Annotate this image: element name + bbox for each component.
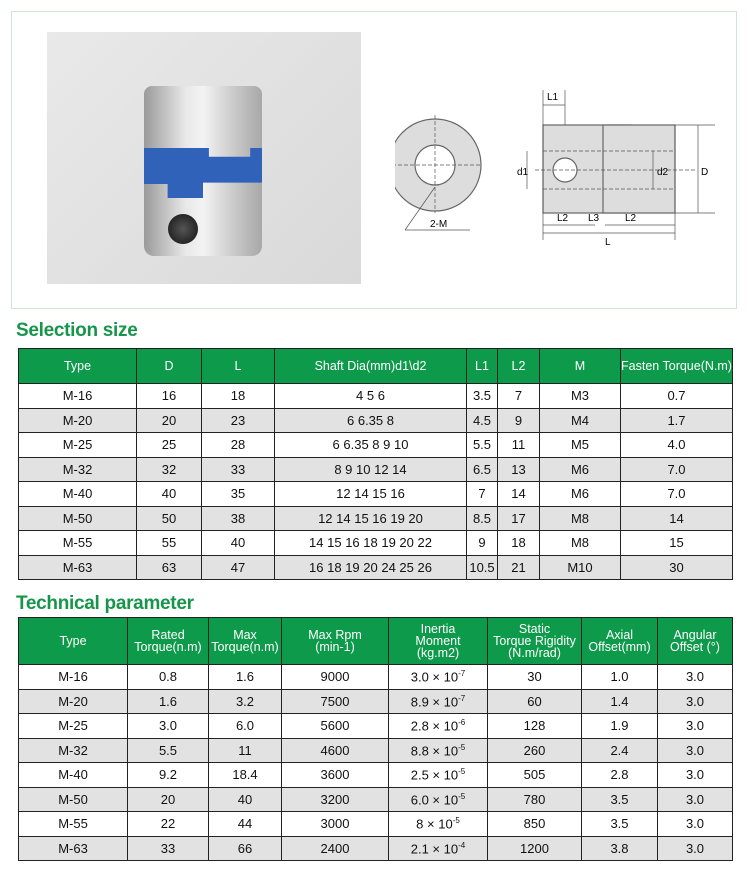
table-cell: 22 <box>128 812 209 837</box>
exponent: -7 <box>458 669 466 679</box>
table-cell: 33 <box>128 836 209 861</box>
table-cell: 850 <box>488 812 582 837</box>
table-cell: 2.8 <box>582 763 658 788</box>
column-header: Static Torque Rigidity (N.m/rad) <box>488 618 582 665</box>
table-cell: 17 <box>498 506 540 531</box>
label-l2-right: L2 <box>625 213 637 224</box>
technical-parameter-title: Technical parameter <box>16 593 194 614</box>
table-cell: 3.0 <box>658 836 733 861</box>
column-header: Inertia Moment (kg.m2) <box>389 618 488 665</box>
table-cell: 7 <box>467 482 498 507</box>
exponent: -5 <box>452 816 460 826</box>
table-cell: 9 <box>467 531 498 556</box>
table-cell: 2400 <box>282 836 389 861</box>
exponent: -5 <box>458 767 466 777</box>
label-d1: d1 <box>517 167 529 178</box>
table-cell: 3.0 <box>658 763 733 788</box>
table-cell: M3 <box>540 384 621 409</box>
table-cell: 8.5 <box>467 506 498 531</box>
table-row <box>19 506 733 531</box>
column-header: M <box>540 349 621 384</box>
table-row <box>19 665 733 690</box>
table-cell: 4.0 <box>621 433 733 458</box>
table-cell: $2.8 \times 10^{-6}$ <box>389 714 488 739</box>
table-cell: M-50 <box>19 787 128 812</box>
table-cell: 3.0 <box>658 812 733 837</box>
table-cell: M10 <box>540 555 621 580</box>
table-cell: 18.4 <box>209 763 282 788</box>
column-header: L1 <box>467 349 498 384</box>
table-cell: M5 <box>540 433 621 458</box>
table-cell: M-32 <box>19 738 128 763</box>
table-row <box>19 482 733 507</box>
table-cell: 60 <box>488 689 582 714</box>
table-cell: M6 <box>540 457 621 482</box>
table-cell: 13 <box>498 457 540 482</box>
table-cell: M-40 <box>19 482 137 507</box>
table-cell: 260 <box>488 738 582 763</box>
table-cell: 21 <box>498 555 540 580</box>
label-l1: L1 <box>547 92 559 103</box>
label-L: L <box>605 237 611 248</box>
column-header: D <box>137 349 202 384</box>
table-cell: 12 14 15 16 19 20 <box>275 506 467 531</box>
table-cell: 4600 <box>282 738 389 763</box>
table-cell: 16 <box>137 384 202 409</box>
column-header: Shaft Dia(mm)d1\d2 <box>275 349 467 384</box>
table-cell: 40 <box>137 482 202 507</box>
column-header: Max Torque(n.m) <box>209 618 282 665</box>
column-header: L <box>202 349 275 384</box>
table-cell: 0.8 <box>128 665 209 690</box>
table-cell: 3.0 <box>658 714 733 739</box>
table-cell: 1.6 <box>209 665 282 690</box>
selection-size-table <box>18 348 733 580</box>
table-cell: 2.4 <box>582 738 658 763</box>
table-cell: M-50 <box>19 506 137 531</box>
table-row <box>19 531 733 556</box>
table-cell: 10.5 <box>467 555 498 580</box>
table-cell: M8 <box>540 531 621 556</box>
table-cell: 33 <box>202 457 275 482</box>
table-cell: 1.7 <box>621 408 733 433</box>
table-cell: 780 <box>488 787 582 812</box>
label-2m: 2-M <box>430 219 448 230</box>
table-cell: M-40 <box>19 763 128 788</box>
table-cell: 14 15 16 18 19 20 22 <box>275 531 467 556</box>
table-cell: 9.2 <box>128 763 209 788</box>
table-cell: 3.0 <box>658 738 733 763</box>
table-cell: 3200 <box>282 787 389 812</box>
set-screw <box>168 214 198 244</box>
label-l3: L3 <box>588 213 600 224</box>
table-cell: 11 <box>498 433 540 458</box>
selection-size-title: Selection size <box>16 320 138 341</box>
table-cell: 7500 <box>282 689 389 714</box>
table-cell: M-25 <box>19 714 128 739</box>
column-header: Axial Offset(mm) <box>582 618 658 665</box>
coupling-body <box>144 86 262 256</box>
table-cell: $3.0 \times 10^{-7}$ <box>389 665 488 690</box>
table-cell: 12 14 15 16 <box>275 482 467 507</box>
table-cell: $8 \times 10^{-5}$ <box>389 812 488 837</box>
table-cell: 30 <box>621 555 733 580</box>
table-row <box>19 714 733 739</box>
table-cell: 30 <box>488 665 582 690</box>
table-cell: M-63 <box>19 555 137 580</box>
table-cell: 3.0 <box>658 689 733 714</box>
table-cell: 32 <box>137 457 202 482</box>
table-cell: $8.9 \times 10^{-7}$ <box>389 689 488 714</box>
table-cell: 15 <box>621 531 733 556</box>
table-cell: 1200 <box>488 836 582 861</box>
table-cell: M8 <box>540 506 621 531</box>
table-cell: 50 <box>137 506 202 531</box>
table-cell: 3.0 <box>128 714 209 739</box>
table-cell: M-25 <box>19 433 137 458</box>
table-cell: 5.5 <box>128 738 209 763</box>
table-cell: 0.7 <box>621 384 733 409</box>
column-header: Rated Torque(n.m) <box>128 618 209 665</box>
table-cell: 20 <box>128 787 209 812</box>
table-cell: 1.6 <box>128 689 209 714</box>
label-d2: d2 <box>657 167 669 178</box>
table-cell: 3.0 <box>658 787 733 812</box>
exponent: -6 <box>458 718 466 728</box>
table-cell: 8 9 10 12 14 <box>275 457 467 482</box>
table-cell: 3.5 <box>467 384 498 409</box>
table-cell: 18 <box>202 384 275 409</box>
table-cell: 9000 <box>282 665 389 690</box>
table-cell: 23 <box>202 408 275 433</box>
table-cell: 4.5 <box>467 408 498 433</box>
table-cell: 35 <box>202 482 275 507</box>
table-cell: 38 <box>202 506 275 531</box>
table-cell: 66 <box>209 836 282 861</box>
table-row <box>19 787 733 812</box>
table-cell: 7 <box>498 384 540 409</box>
table-cell: 3.0 <box>658 665 733 690</box>
table-cell: 3.2 <box>209 689 282 714</box>
technical-drawing <box>395 85 715 250</box>
table-row <box>19 408 733 433</box>
table-cell: 20 <box>137 408 202 433</box>
table-cell: M4 <box>540 408 621 433</box>
label-l2-left: L2 <box>557 213 569 224</box>
table-cell: M-55 <box>19 531 137 556</box>
table-cell: 6.0 <box>209 714 282 739</box>
table-cell: M-16 <box>19 665 128 690</box>
table-cell: 55 <box>137 531 202 556</box>
table-row <box>19 836 733 861</box>
table-row <box>19 433 733 458</box>
table-cell: 40 <box>209 787 282 812</box>
table-cell: 40 <box>202 531 275 556</box>
table-cell: 3.5 <box>582 812 658 837</box>
technical-parameter-table <box>18 617 733 861</box>
table-cell: 7.0 <box>621 457 733 482</box>
table-cell: 1.9 <box>582 714 658 739</box>
table-row <box>19 812 733 837</box>
table-cell: 28 <box>202 433 275 458</box>
table-cell: 44 <box>209 812 282 837</box>
table-cell: 14 <box>621 506 733 531</box>
table-cell: 9 <box>498 408 540 433</box>
table-row <box>19 384 733 409</box>
table-cell: 3.5 <box>582 787 658 812</box>
column-header: Angular Offset (°) <box>658 618 733 665</box>
table-cell: $2.1 \times 10^{-4}$ <box>389 836 488 861</box>
table-row <box>19 738 733 763</box>
table-cell: M6 <box>540 482 621 507</box>
table-row <box>19 457 733 482</box>
table-cell: $2.5 \times 10^{-5}$ <box>389 763 488 788</box>
table-cell: M-20 <box>19 408 137 433</box>
table-cell: 1.0 <box>582 665 658 690</box>
table-cell: 6 6.35 8 <box>275 408 467 433</box>
exponent: -4 <box>458 840 466 850</box>
product-photo <box>47 32 361 284</box>
exponent: -7 <box>458 693 466 703</box>
table-cell: 11 <box>209 738 282 763</box>
table-cell: M-55 <box>19 812 128 837</box>
column-header: Type <box>19 349 137 384</box>
column-header: Type <box>19 618 128 665</box>
table-cell: 5600 <box>282 714 389 739</box>
table-cell: 14 <box>498 482 540 507</box>
exponent: -5 <box>458 791 466 801</box>
table-cell: 5.5 <box>467 433 498 458</box>
table-row <box>19 763 733 788</box>
table-cell: 3.8 <box>582 836 658 861</box>
table-cell: 1.4 <box>582 689 658 714</box>
table-cell: 18 <box>498 531 540 556</box>
column-header: L2 <box>498 349 540 384</box>
table-row <box>19 689 733 714</box>
table-row <box>19 555 733 580</box>
table-cell: M-32 <box>19 457 137 482</box>
table-cell: 128 <box>488 714 582 739</box>
label-D: D <box>701 167 709 178</box>
table-cell: M-20 <box>19 689 128 714</box>
table-cell: 6 6.35 8 9 10 <box>275 433 467 458</box>
table-cell: 25 <box>137 433 202 458</box>
table-cell: 7.0 <box>621 482 733 507</box>
column-header: Max Rpm (min-1) <box>282 618 389 665</box>
table-cell: $8.8 \times 10^{-5}$ <box>389 738 488 763</box>
table-cell: 3000 <box>282 812 389 837</box>
table-cell: 3600 <box>282 763 389 788</box>
table-cell: 47 <box>202 555 275 580</box>
table-cell: $6.0 \times 10^{-5}$ <box>389 787 488 812</box>
table-cell: M-63 <box>19 836 128 861</box>
table-cell: 63 <box>137 555 202 580</box>
table-cell: 6.5 <box>467 457 498 482</box>
column-header: Fasten Torque(N.m) <box>621 349 733 384</box>
table-cell: M-16 <box>19 384 137 409</box>
table-cell: 505 <box>488 763 582 788</box>
table-cell: 16 18 19 20 24 25 26 <box>275 555 467 580</box>
exponent: -5 <box>458 742 466 752</box>
table-cell: 4 5 6 <box>275 384 467 409</box>
